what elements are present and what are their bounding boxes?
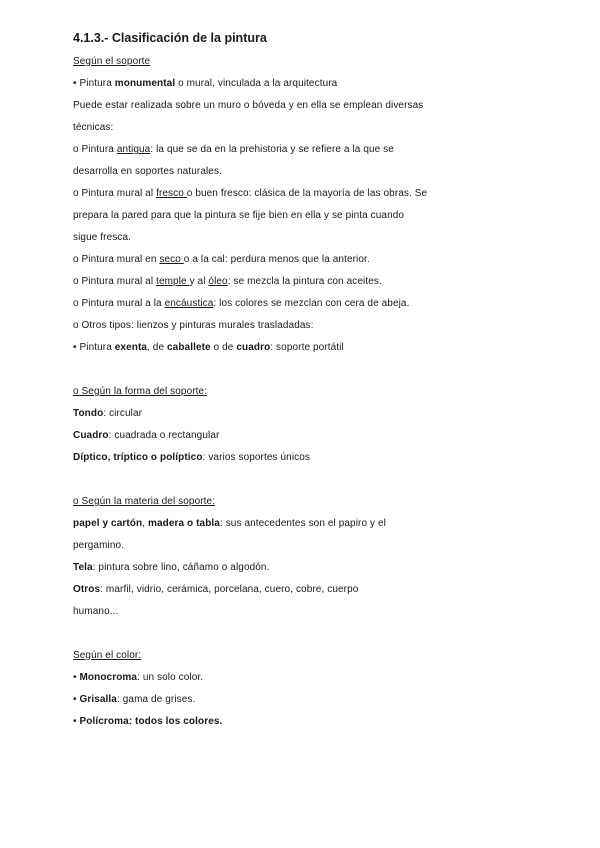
paragraph-line: técnicas: bbox=[73, 122, 114, 133]
item-diptico: Díptico, tríptico o políptico: varios soportes únicos bbox=[73, 452, 311, 463]
item-cuadro: Cuadro: cuadrada o rectangular bbox=[73, 430, 220, 441]
item-exenta: • Pintura exenta, de caballete o de cuadro: soporte portátil bbox=[73, 342, 344, 353]
section-heading-color: Según el color: bbox=[73, 650, 142, 661]
item-papel: papel y cartón, madera o tabla: sus antecedentes son el papiro y el bbox=[73, 518, 386, 529]
item-tela: Tela: pintura sobre lino, cáñamo o algodón. bbox=[73, 562, 270, 573]
paragraph-line: prepara la pared para que la pintura se fije bien en ella y se pinta cuando bbox=[73, 210, 405, 221]
item-fresco: o Pintura mural al fresco o buen fresco: clásica de la mayoría de las obras. Se bbox=[73, 188, 428, 199]
paragraph-line: pergamino. bbox=[73, 540, 125, 551]
item-encaustica: o Pintura mural a la encáustica: los colores se mezclan con cera de abeja. bbox=[73, 298, 410, 309]
page-title: 4.1.3.- Clasificación de la pintura bbox=[73, 31, 267, 45]
paragraph-line: humano... bbox=[73, 606, 119, 617]
item-monumental: • Pintura monumental o mural, vinculada a la arquitectura bbox=[73, 78, 338, 89]
item-otros-materia: Otros: marfil, vidrio, cerámica, porcelana, cuero, cobre, cuerpo bbox=[73, 584, 359, 595]
item-monocroma: • Monocroma: un solo color. bbox=[73, 672, 204, 683]
item-policroma: • Polícroma: todos los colores. bbox=[73, 716, 223, 727]
section-heading-forma: o Según la forma del soporte: bbox=[73, 386, 208, 397]
section-heading-materia: o Según la materia del soporte: bbox=[73, 496, 216, 507]
section-heading-soporte: Según el soporte bbox=[73, 56, 151, 67]
paragraph-line: Puede estar realizada sobre un muro o bóveda y en ella se emplean diversas bbox=[73, 100, 424, 111]
item-otros-tipos: o Otros tipos: lienzos y pinturas murales trasladadas: bbox=[73, 320, 314, 331]
item-temple: o Pintura mural al temple y al óleo: se mezcla la pintura con aceites. bbox=[73, 276, 382, 287]
item-grisalla: • Grisalla: gama de grises. bbox=[73, 694, 196, 705]
item-antigua: o Pintura antigua: la que se da en la prehistoria y se refiere a la que se bbox=[73, 144, 394, 155]
item-tondo: Tondo: circular bbox=[73, 408, 143, 419]
item-seco: o Pintura mural en seco o a la cal: perdura menos que la anterior. bbox=[73, 254, 370, 265]
paragraph-line: desarrolla en soportes naturales. bbox=[73, 166, 222, 177]
paragraph-line: sigue fresca. bbox=[73, 232, 131, 243]
